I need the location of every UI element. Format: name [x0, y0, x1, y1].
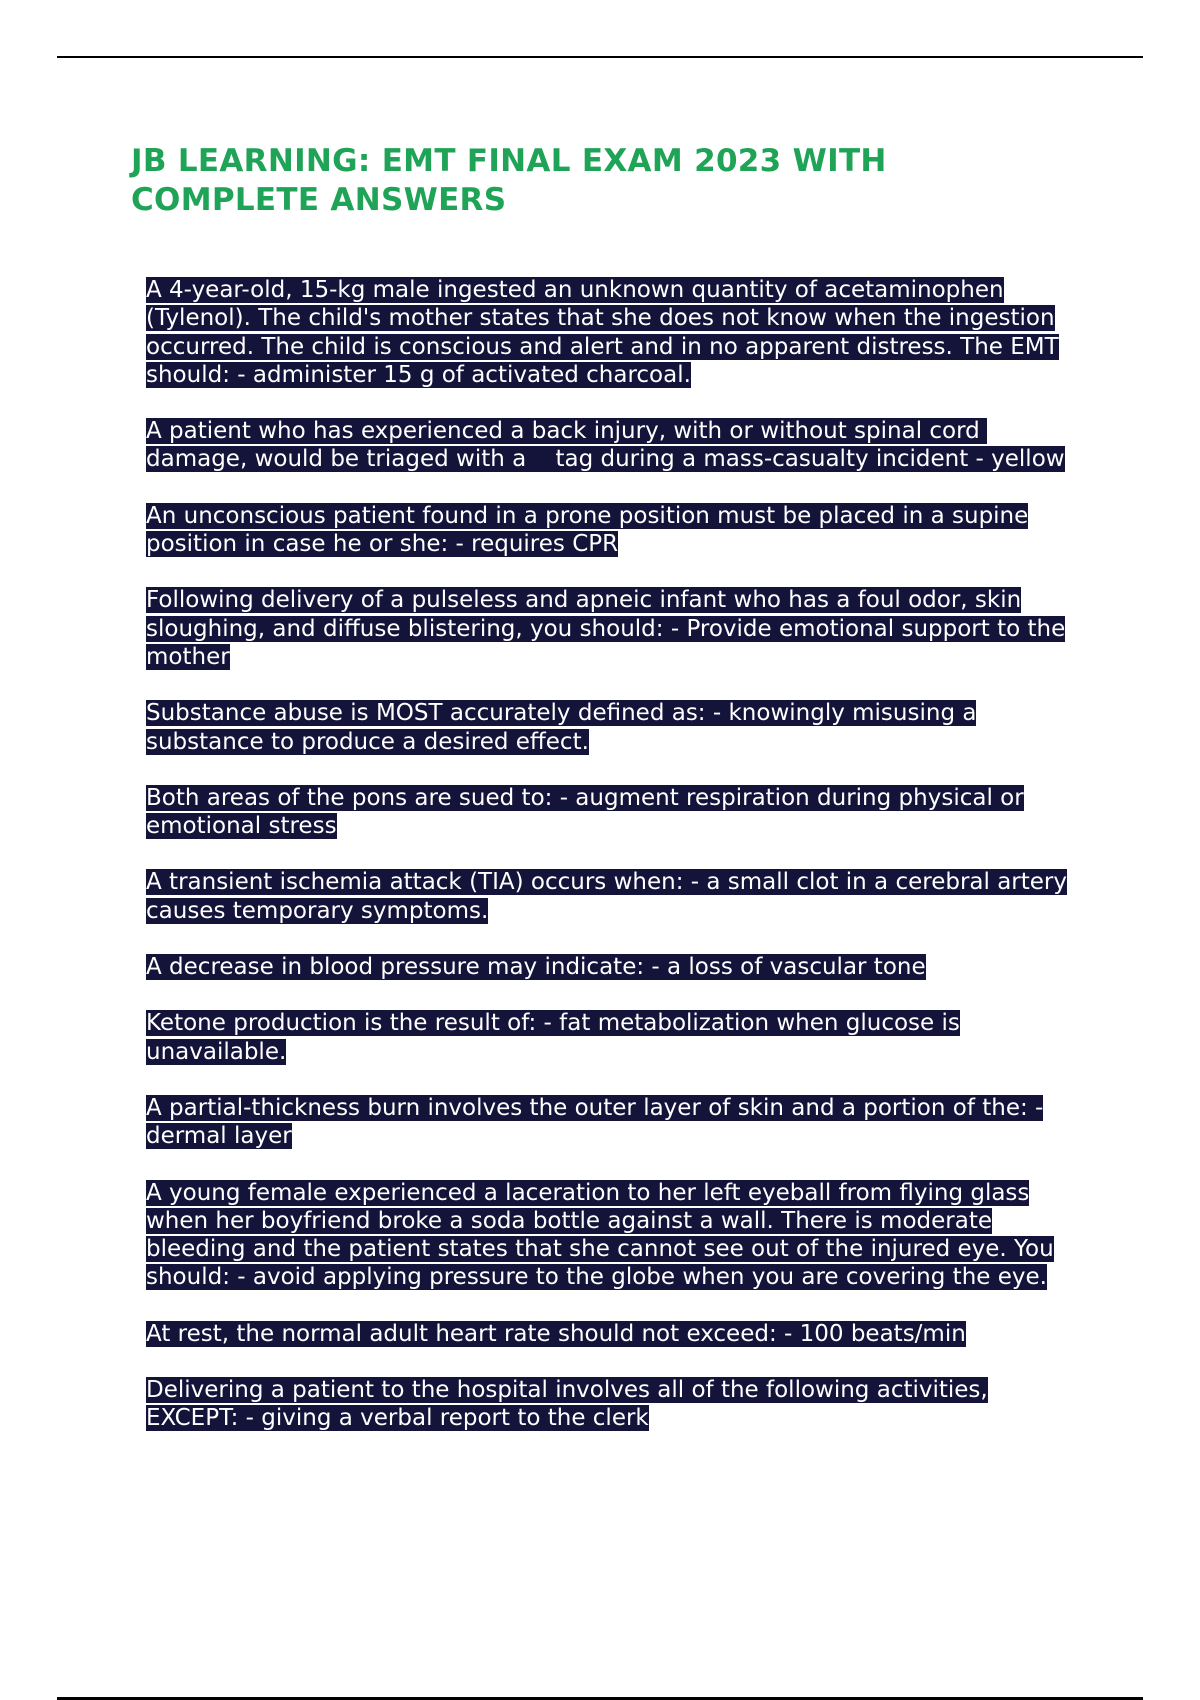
qa-item-10: [146, 1094, 1081, 1151]
qa-item-12: [146, 1320, 1081, 1348]
qa-item-6: [146, 784, 1081, 841]
qa-text-5: Substance abuse is MOST accurately defined as: - knowingly misusing a substance to produce a desired effect.: [146, 700, 977, 755]
qa-text-12: At rest, the normal adult heart rate should not exceed: - 100 beats/min: [146, 1320, 966, 1347]
qa-item-1: [146, 276, 1081, 389]
qa-item-3: [146, 502, 1081, 559]
qa-text-7: A transient ischemia attack (TIA) occurs when: - a small clot in a cerebral artery causes temporary symptoms.: [146, 869, 1067, 924]
qa-text-1: A 4-year-old, 15-kg male ingested an unknown quantity of acetaminophen (Tylenol). The child's mother states that she does not know when the ingestion occurred. The child is conscious and alert and in no apparent distress. The EMT should: - administer 15 g of activated charcoal.: [146, 277, 1059, 388]
qa-text-2: A patient who has experienced a back injury, with or without spinal cord damage, would be triaged with a tag during a mass-casualty incident - yellow: [146, 418, 1065, 473]
qa-item-4: [146, 586, 1081, 671]
qa-text-6: Both areas of the pons are sued to: - augment respiration during physical or emotional stress: [146, 784, 1024, 840]
qa-text-4: Following delivery of a pulseless and apneic infant who has a foul odor, skin sloughing, and diffuse blistering, you should: - Provide emotional support to the mother: [146, 587, 1066, 670]
document-title: JB LEARNING: EMT FINAL EXAM 2023 WITH COMPLETE ANSWERS: [131, 143, 887, 218]
qa-item-2: [146, 417, 1081, 474]
top-rule: [57, 56, 1143, 58]
qa-text-10: A partial-thickness burn involves the outer layer of skin and a portion of the: - dermal layer: [146, 1094, 1044, 1150]
qa-item-8: [146, 953, 1081, 981]
qa-item-11: [146, 1179, 1081, 1292]
qa-item-7: [146, 868, 1081, 925]
qa-text-13: Delivering a patient to the hospital involves all of the following activities, EXCEPT: - giving a verbal report to the clerk: [146, 1377, 988, 1432]
qa-item-13: [146, 1376, 1081, 1433]
qa-item-5: [146, 699, 1081, 756]
qa-item-9: [146, 1009, 1081, 1066]
qa-text-8: A decrease in blood pressure may indicate: - a loss of vascular tone: [146, 954, 926, 981]
question-answer-list: [146, 276, 1081, 1461]
qa-text-11: A young female experienced a laceration to her left eyeball from flying glass when her boyfriend broke a soda bottle against a wall. There is moderate bleeding and the patient states that she cannot see out of the injured eye. You should: - avoid applying pressure to the globe when you are covering the eye.: [146, 1179, 1054, 1291]
qa-text-9: Ketone production is the result of: - fat metabolization when glucose is unavailable.: [146, 1010, 960, 1065]
qa-text-3: An unconscious patient found in a prone position must be placed in a supine position in case he or she: - requires CPR: [146, 502, 1029, 558]
